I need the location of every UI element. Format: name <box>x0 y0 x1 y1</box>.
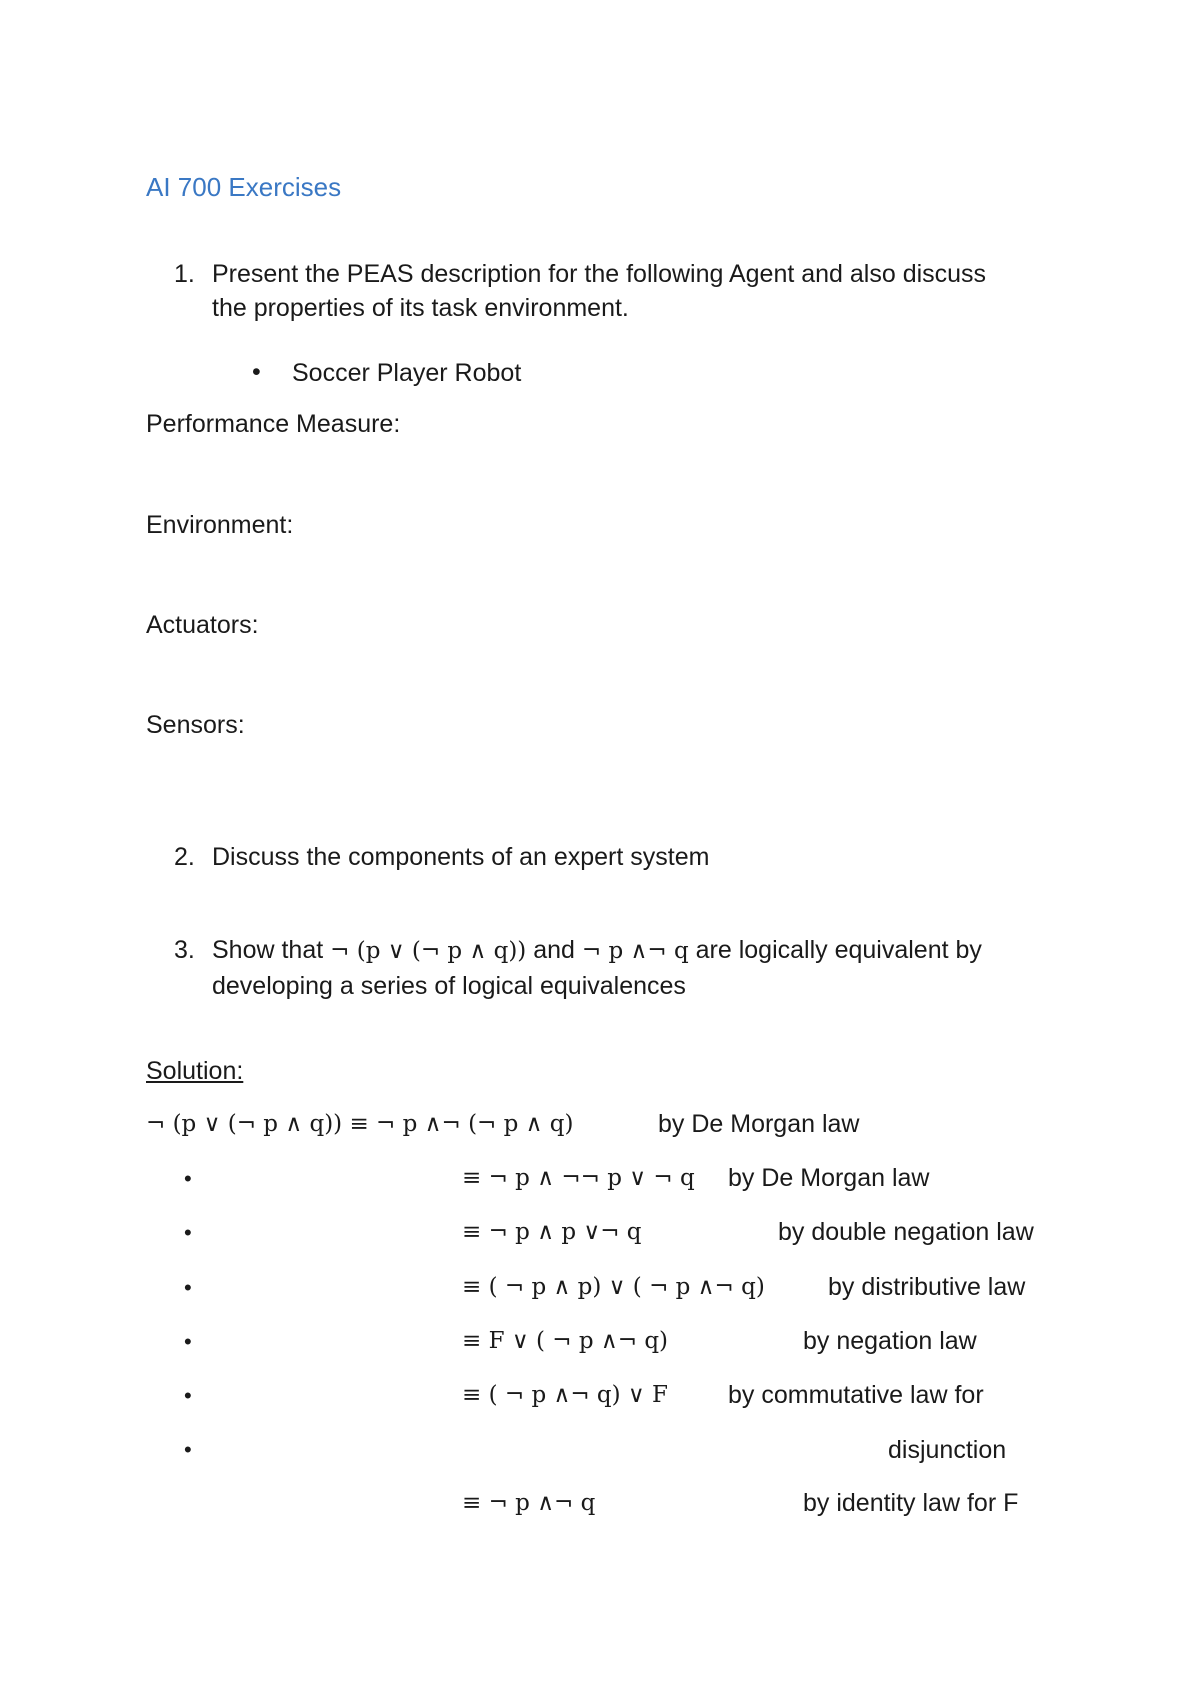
bullet-icon: • <box>184 1437 192 1462</box>
q3-expression-2: ¬ p ∧¬ q <box>581 938 689 964</box>
step-reason: disjunction <box>888 1436 1007 1464</box>
step-expression: ≡ ¬ p ∧ ¬¬ p ∨ ¬ q <box>462 1165 695 1191</box>
q3-show-that: Show that <box>212 936 324 964</box>
step-reason: by double negation law <box>778 1218 1034 1246</box>
q1-number: 1. <box>174 260 195 288</box>
step-reason: by distributive law <box>828 1273 1026 1301</box>
peas-performance-label: Performance Measure: <box>146 410 401 438</box>
step-reason: by negation law <box>803 1327 977 1355</box>
q3-expression-1: ¬ (p ∨ (¬ p ∧ q)) <box>330 938 527 964</box>
q3-line1 <box>212 936 982 965</box>
bullet-icon: • <box>184 1329 192 1354</box>
q1-bullet-item: Soccer Player Robot <box>292 359 522 387</box>
step-expression: ≡ ( ¬ p ∧ p) ∨ ( ¬ p ∧¬ q) <box>462 1274 765 1300</box>
bullet-icon: • <box>184 1275 192 1300</box>
q3-and: and <box>533 936 575 964</box>
q3-line2: developing a series of logical equivalences <box>212 972 686 1000</box>
bullet-icon: • <box>252 358 261 386</box>
peas-environment-label: Environment: <box>146 511 294 539</box>
step-reason: by identity law for F <box>803 1489 1019 1517</box>
q2-text: Discuss the components of an expert system <box>212 843 710 871</box>
solution-first-reason: by De Morgan law <box>658 1110 860 1138</box>
bullet-icon: • <box>184 1383 192 1408</box>
q3-number: 3. <box>174 936 195 964</box>
document-title: AI 700 Exercises <box>146 172 342 202</box>
q3-tail: are logically equivalent by <box>695 936 982 964</box>
step-reason: by commutative law for <box>728 1381 984 1409</box>
solution-first-expression: ¬ (p ∨ (¬ p ∧ q)) ≡ ¬ p ∧¬ (¬ p ∧ q) <box>146 1111 574 1137</box>
solution-label: Solution: <box>146 1057 244 1085</box>
bullet-icon: • <box>184 1166 192 1191</box>
q1-text-line1: Present the PEAS description for the following Agent and also discuss <box>212 260 987 288</box>
step-reason: by De Morgan law <box>728 1164 930 1192</box>
q1-text-line2: the properties of its task environment. <box>212 294 629 322</box>
peas-actuators-label: Actuators: <box>146 611 259 639</box>
bullet-icon: • <box>184 1220 192 1245</box>
step-expression: ≡ F ∨ ( ¬ p ∧¬ q) <box>462 1328 669 1354</box>
step-expression: ≡ ¬ p ∧ p ∨¬ q <box>462 1219 642 1245</box>
step-expression: ≡ ( ¬ p ∧¬ q) ∨ F <box>462 1382 669 1408</box>
step-expression: ≡ ¬ p ∧¬ q <box>462 1490 596 1516</box>
q2-number: 2. <box>174 843 195 871</box>
peas-sensors-label: Sensors: <box>146 711 245 739</box>
